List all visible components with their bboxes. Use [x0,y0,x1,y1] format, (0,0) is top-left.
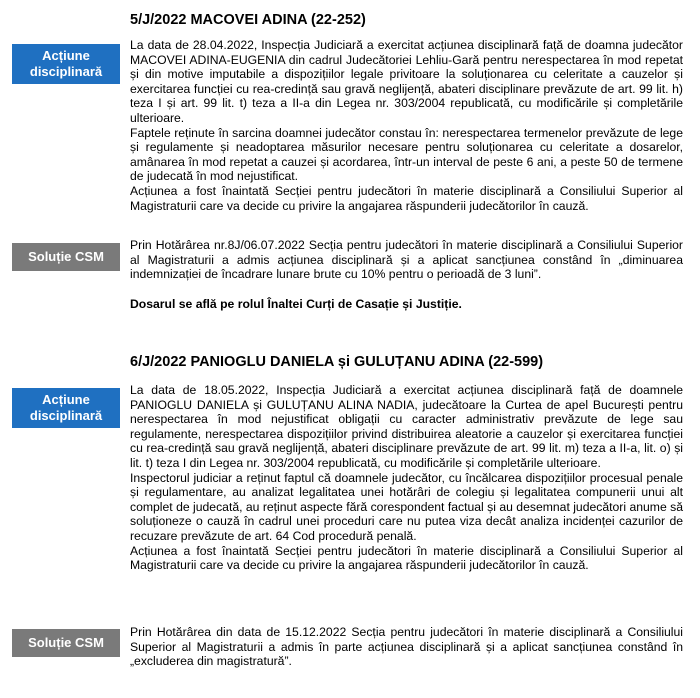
case-1-action-paragraph: La data de 28.04.2022, Inspecția Judiciară a exercitat acțiunea disciplinară față de doamna judecător MACOVEI ADINA-EUGENIA din cadrul Judecătoriei Lehliu-Gară pentru nerespectarea în mod repetat și din motive imputabile a dispozițiilor legale privitoare la soluționarea cu celeritate a cauzelor și exercitarea funcției cu rea-credință sau gravă neglijență, abateri disciplinare prevăzute de art. 99 lit. h) teza I și art. 99 lit. t) teza a II-a din Legea nr. 303/2004 republicată, cu modificările și completările ulterioare. [130,38,683,125]
case-1-action-text [130,38,683,213]
case-2-title: 6/J/2022 PANIOGLU DANIELA și GULUȚANU ADINA (22-599) [130,354,544,370]
case-2-action-label: Acțiune disciplinară [12,388,120,428]
case-1-status-text: Dosarul se află pe rolul Înaltei Curți de Casație și Justiție. [130,297,462,311]
case-1-action-paragraph: Acțiunea a fost înaintată Secției pentru judecători în materie disciplinară a Consiliului Superior al Magistraturii care va decide cu privire la angajarea răspunderii judecătorilor în cauză. [130,183,683,213]
case-2-action-paragraph: La data de 18.05.2022, Inspecția Judiciară a exercitat acțiunea disciplinară față de doamnele PANIOGLU DANIELA și GULUȚANU ALINA NADIA, judecătoare la Curtea de apel București pentru nerespectarea în mod nejustificat obligații cu caracter administrativ prevăzute de lege sau regulamente, nerespectarea dispozițiilor privind distribuirea aleatorie a cauzelor și exercitarea funcției cu rea-credință sau gravă neglijență, abateri disciplinare prevăzute de art. 99 lit. m) teza a II-a, lit. o) și lit. t) teza I din Legea nr. 303/2004 republicată, cu modificările și completările ulterioare. [130,383,683,470]
case-1-solution-text [130,238,683,282]
case-1-action-paragraph: Faptele reținute în sarcina doamnei judecător constau în: nerespectarea termenelor prevăzute de lege și regulamente și neadoptarea măsurilor necesare pentru soluționarea cu celeritate a dosarelor, amânarea în mod repetat a cauzei și acordarea, într-un interval de peste 6 ani, a peste 50 de termene de judecată în mod nejustificat. [130,125,683,184]
case-1-solution-paragraph: Prin Hotărârea nr.8J/06.07.2022 Secția pentru judecători în materie disciplinară a Consiliului Superior al Magistraturii a admis acțiunea disciplinară și a aplicat sancțiunea constând în „diminuarea indemnizației de încadrare lunare brute cu 10% pentru o perioadă de 3 luni”. [130,238,683,282]
case-2-solution-paragraph: Prin Hotărârea din data de 15.12.2022 Secția pentru judecători în materie disciplinară a Consiliului Superior al Magistraturii a admis în parte acțiunea disciplinară și a aplicat sancțiunea constând în „excluderea din magistratură”. [130,625,683,669]
case-2-solution-text [130,625,683,669]
case-1-solution-label: Soluție CSM [12,243,120,271]
case-1-action-label: Acțiune disciplinară [12,44,120,84]
case-2-action-paragraph: Acțiunea a fost înaintată Secției pentru judecători în materie disciplinară a Consiliului Superior al Magistraturii care va decide cu privire la angajarea răspunderii judecătorilor în cauză. [130,543,683,573]
case-2-action-text [130,383,683,573]
case-1-title: 5/J/2022 MACOVEI ADINA (22-252) [130,12,366,28]
case-2-action-paragraph: Inspectorul judiciar a reținut faptul că doamnele judecător, cu încălcarea dispozițiilor procesual penale și regulamentare, au analizat legalitatea unei hotărâri de colegiu și legalitatea compunerii unui alt complet de judecată, au reținut aspecte fără corespondent factual și au desemnat judecători anume să soluționeze o cauză în cadrul unei proceduri care nu putea viza decât analiza incidenței cazurilor de recuzare prevăzute de art. 64 Cod procedură penală. [130,470,683,543]
case-2-solution-label: Soluție CSM [12,629,120,657]
